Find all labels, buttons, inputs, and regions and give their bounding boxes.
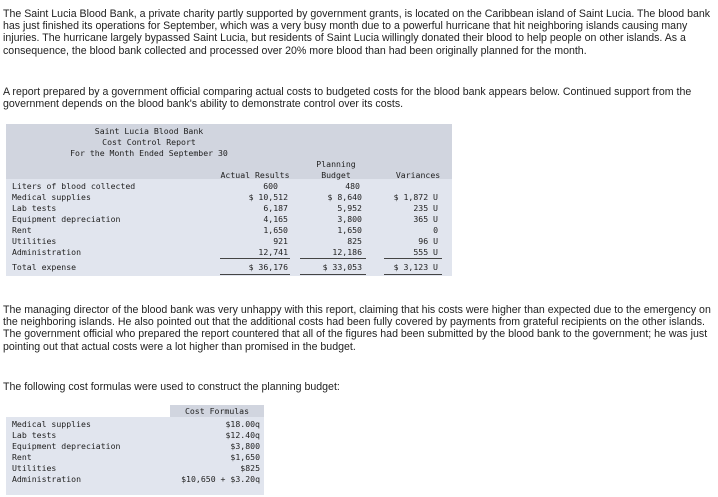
total-rule-planning (300, 274, 366, 275)
intro-paragraph: The Saint Lucia Blood Bank, a private charity partly supported by government grants, is located on the Caribbean island of Saint Lucia. The blood bank has just finished its operations for September, which was a very busy month due to a powerful hurricane that hit neighboring islands causing many injuries. The hurricane largely bypassed Saint Lucia, but residents of Saint Lucia willingly donated their blood to help people on other islands. As a consequence, the blood bank collected and processed over 20% more blood than had been originally planned for the month. (3, 8, 711, 57)
formula-label: Medical supplies (12, 419, 91, 429)
report-subtitle: Cost Control Report (102, 137, 196, 147)
formula-value: $1,650 (230, 452, 260, 462)
liters-planning: 480 (345, 181, 360, 191)
row-variance: 555 U (413, 247, 438, 257)
formulas-header: Cost Formulas (184, 406, 250, 416)
total-rule-actual (220, 274, 290, 275)
row-actual: 4,165 (263, 214, 288, 224)
report-title: Saint Lucia Blood Bank (94, 126, 204, 136)
row-label: Equipment depreciation (12, 214, 121, 224)
row-planning: 5,952 (337, 203, 362, 213)
row-actual: 12,741 (258, 247, 288, 257)
header-planning-line2: Budget (321, 170, 351, 180)
formula-value: $825 (240, 463, 260, 473)
subtotal-rule-actual (220, 258, 290, 259)
director-paragraph: The managing director of the blood bank was very unhappy with this report, claiming that his costs were higher than expected due to the emergency on the neighboring islands. He also pointed out that the additional costs had been fully covered by payments from grateful recipients on the other islands. The government official who prepared the report countered that all of the figures had been submitted by the blood bank to the government; he was just pointing out that actual costs were a lot higher than promised in the budget. (3, 304, 711, 353)
row-actual: $ 10,512 (248, 192, 288, 202)
total-actual: $ 36,176 (248, 262, 288, 272)
total-planning: $ 33,053 (322, 262, 362, 272)
formulas-intro-paragraph: The following cost formulas were used to construct the planning budget: (3, 381, 340, 393)
header-actual-results: Actual Results (220, 170, 290, 180)
row-variance: 0 (433, 225, 438, 235)
report-period: For the Month Ended September 30 (70, 148, 228, 158)
row-planning: 12,186 (332, 247, 362, 257)
formula-value: $18.00q (225, 419, 260, 429)
row-variance: 365 U (413, 214, 438, 224)
header-planning-line1: Planning (316, 159, 356, 169)
total-label: Total expense (12, 262, 77, 272)
row-actual: 6,187 (263, 203, 288, 213)
subtotal-rule-variance (384, 258, 442, 259)
row-label: Administration (12, 247, 82, 257)
liters-actual: 600 (263, 181, 278, 191)
formula-label: Rent (12, 452, 32, 462)
row-label: Medical supplies (12, 192, 91, 202)
formula-label: Equipment depreciation (12, 441, 121, 451)
total-variance: $ 3,123 U (393, 262, 438, 272)
liters-label: Liters of blood collected (12, 181, 136, 191)
row-label: Lab tests (12, 203, 57, 213)
subtotal-rule-planning (300, 258, 366, 259)
formula-label: Lab tests (12, 430, 57, 440)
row-label: Rent (12, 225, 32, 235)
header-variances: Variances (395, 170, 441, 180)
formula-value: $10,650 + $3.20q (181, 474, 260, 484)
row-variance: 235 U (413, 203, 438, 213)
formula-label: Administration (12, 474, 82, 484)
row-actual: 921 (273, 236, 288, 246)
row-actual: 1,650 (263, 225, 288, 235)
row-planning: 1,650 (337, 225, 362, 235)
report-intro-paragraph: A report prepared by a government official comparing actual costs to budgeted costs for the blood bank appears below. Continued support from the government depends on the blood bank's ability to demonstrate control over its costs. (3, 86, 692, 111)
row-planning: 3,800 (337, 214, 362, 224)
cost-control-report (6, 124, 452, 276)
formula-value: $3,800 (230, 441, 260, 451)
cost-formulas-table (6, 405, 264, 495)
formula-label: Utilities (12, 463, 57, 473)
row-planning: 825 (347, 236, 362, 246)
total-rule-variance (384, 274, 442, 275)
row-variance: 96 U (418, 236, 438, 246)
formula-value: $12.40q (225, 430, 260, 440)
row-label: Utilities (12, 236, 57, 246)
row-planning: $ 8,640 (327, 192, 362, 202)
row-variance: $ 1,872 U (393, 192, 438, 202)
